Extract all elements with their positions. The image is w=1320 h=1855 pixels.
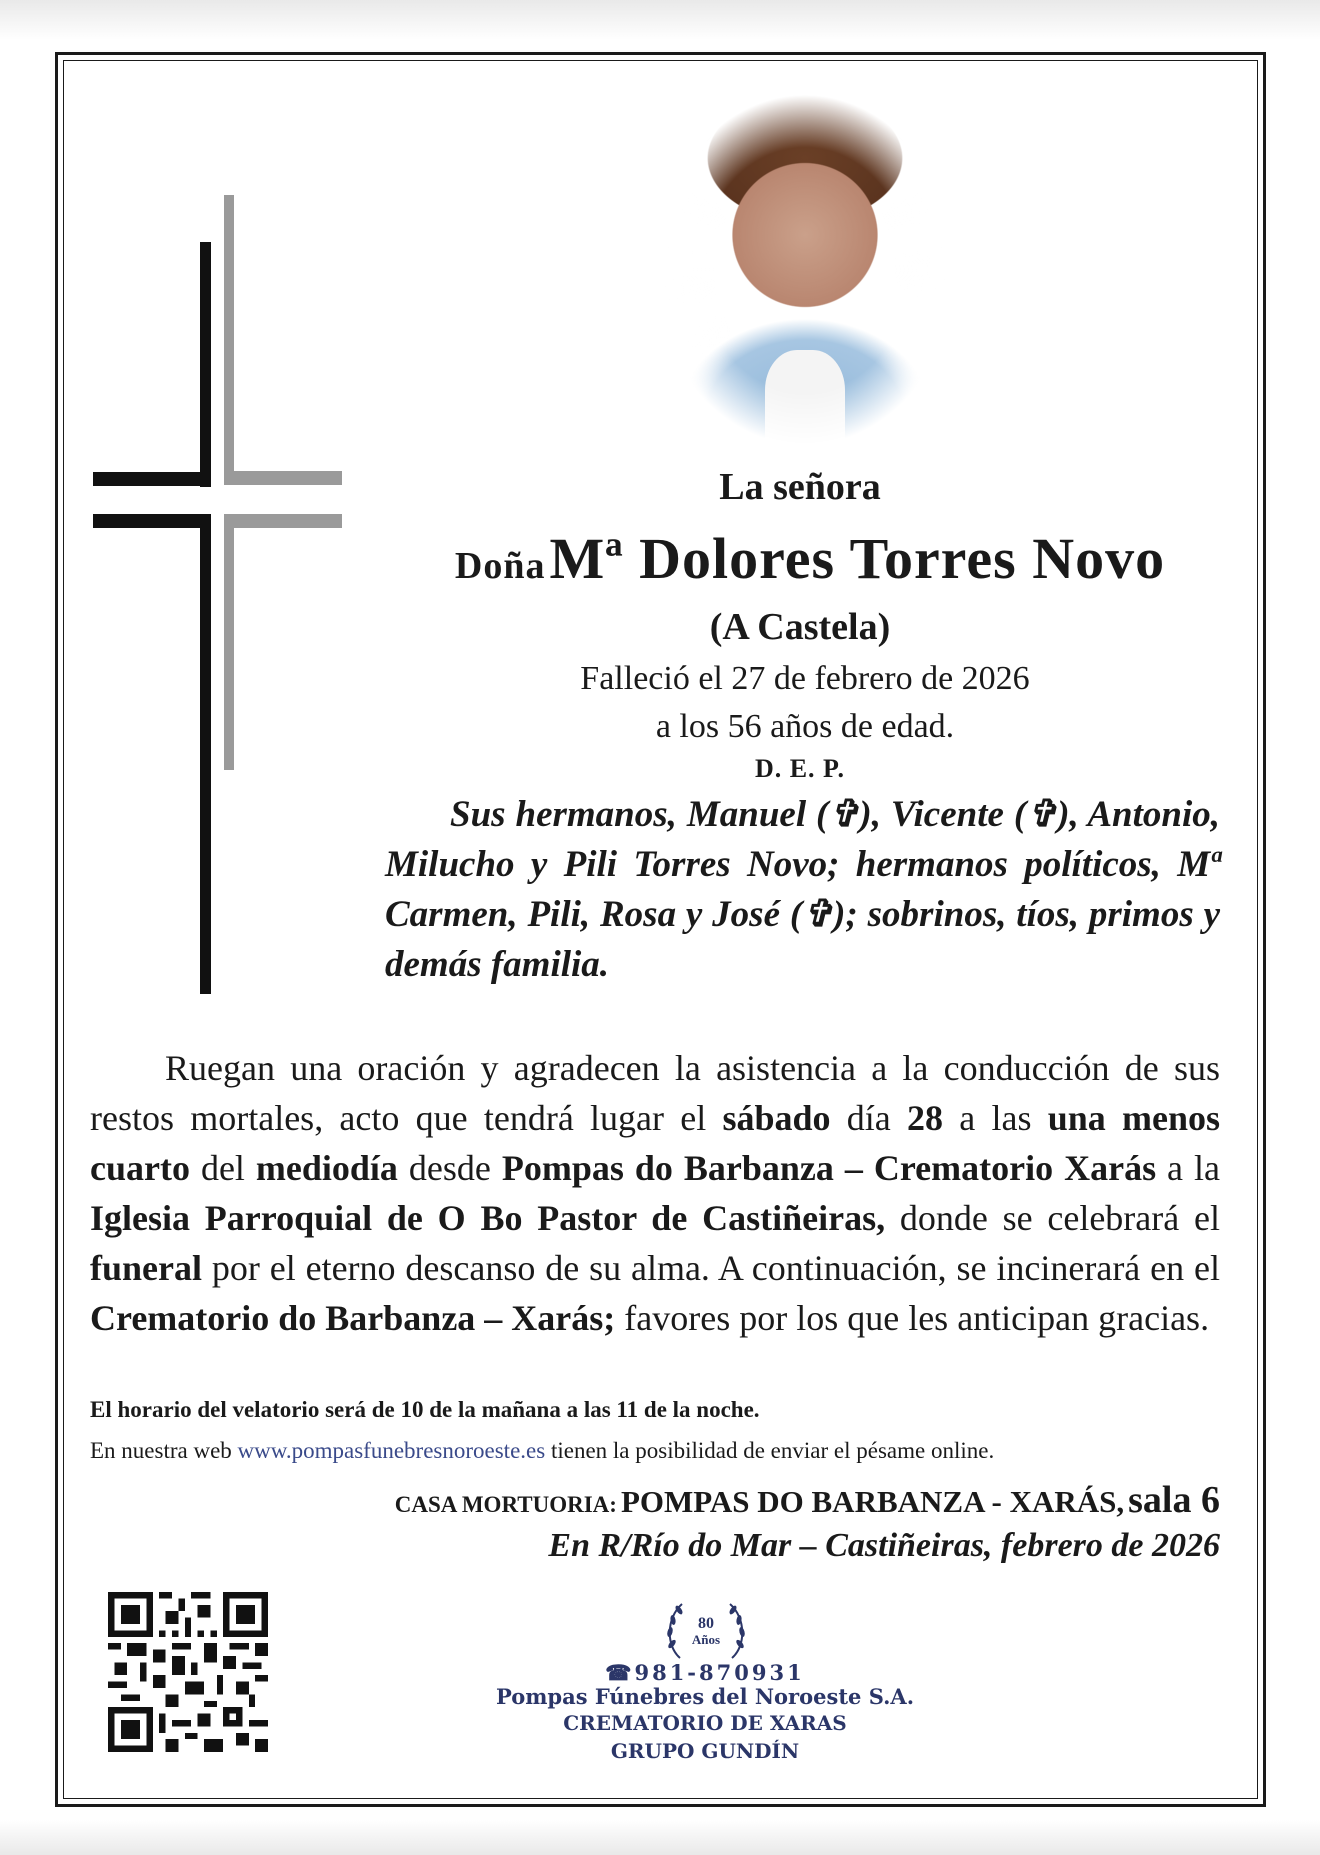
deceased-name [380,525,1240,592]
service-funeral: funeral [90,1248,202,1288]
qr-code-icon[interactable] [108,1592,268,1752]
logo-number: 80 [698,1615,714,1632]
service-date: 28 [907,1098,944,1138]
service-text-8: por el eterno descanso de su alma. A continuación, se incinerará en el [202,1248,1220,1288]
age-line: a los 56 años de edad. [655,708,955,745]
company-name: Pompas Fúnebres del Noroeste S.A. [495,1684,915,1709]
place-date: En R/Río do Mar – Castiñeiras, febrero de 2026 [548,1527,1220,1564]
phone-icon: ☎ [605,1660,635,1685]
phone-number: 981-870931 [634,1660,805,1685]
service-origin: Pompas do Barbanza – Crematorio Xarás [501,1148,1157,1188]
dep-text: D. E. P. [754,754,846,783]
crematorium-name: CREMATORIO DE XARAS [563,1711,847,1735]
group-name: GRUPO GUNDÍN [610,1739,800,1763]
service-day: sábado [722,1098,831,1138]
portrait-photo [655,95,955,445]
family-paragraph: Sus hermanos, Manuel (✞), Vicente (✞), Antonio, Milucho y Pili Torres Novo; hermanos políticos, Mª Carmen, Pili, Rosa y José (✞); sobrinos, tíos, primos y demás familia. [385,794,1220,985]
web-text-after: tienen la posibilidad de enviar el pésame online. [545,1438,995,1463]
service-church: Iglesia Parroquial de O Bo Pastor de Castiñeiras, [90,1198,886,1238]
alias: (A Castela) [709,606,891,648]
wake-hours: El horario del velatorio será de 10 de la mañana a las 11 de la noche. [90,1397,760,1422]
honorific: Doña [454,545,546,587]
intro-text: La señora [719,466,881,508]
service-text-6: a la [1156,1148,1221,1188]
web-text-before: En nuestra web [90,1438,238,1463]
full-name: Mª Dolores Torres Novo [549,526,1166,591]
service-crematorium: Crematorio do Barbanza – Xarás; [90,1298,616,1338]
service-time: una menos cuarto [90,1098,1221,1188]
portrait-shirt [765,350,845,450]
website-link[interactable]: www.pompasfunebresnoroeste.es [237,1438,546,1463]
funeral-home-room: sala 6 [1128,1479,1220,1521]
service-paragraph [90,1043,1220,1343]
funeral-home-label: CASA MORTUORIA: [394,1492,617,1517]
service-text-2: día [830,1098,908,1138]
service-text-3: a las [943,1098,1048,1138]
phone-line[interactable] [450,1660,960,1685]
service-midday: mediodía [255,1148,398,1188]
service-text-5: desde [397,1148,502,1188]
death-date: Falleció el 27 de febrero de 2026 [580,660,1030,697]
service-text-7: donde se celebrará el [885,1198,1220,1238]
funeral-home-line [240,1478,1220,1522]
funeral-home-name: POMPAS DO BARBANZA - XARÁS, [620,1484,1125,1519]
web-notice [90,1438,1220,1464]
anniversary-logo [660,1592,752,1668]
service-text-9: favores por los que les anticipan gracias. [615,1298,1210,1338]
service-text-4: del [189,1148,256,1188]
service-text-1: Ruegan una oración y agradecen la asistencia a la conducción de sus restos mortales, acto que tendrá lugar el [90,1048,1220,1138]
logo-word: Años [691,1632,721,1647]
